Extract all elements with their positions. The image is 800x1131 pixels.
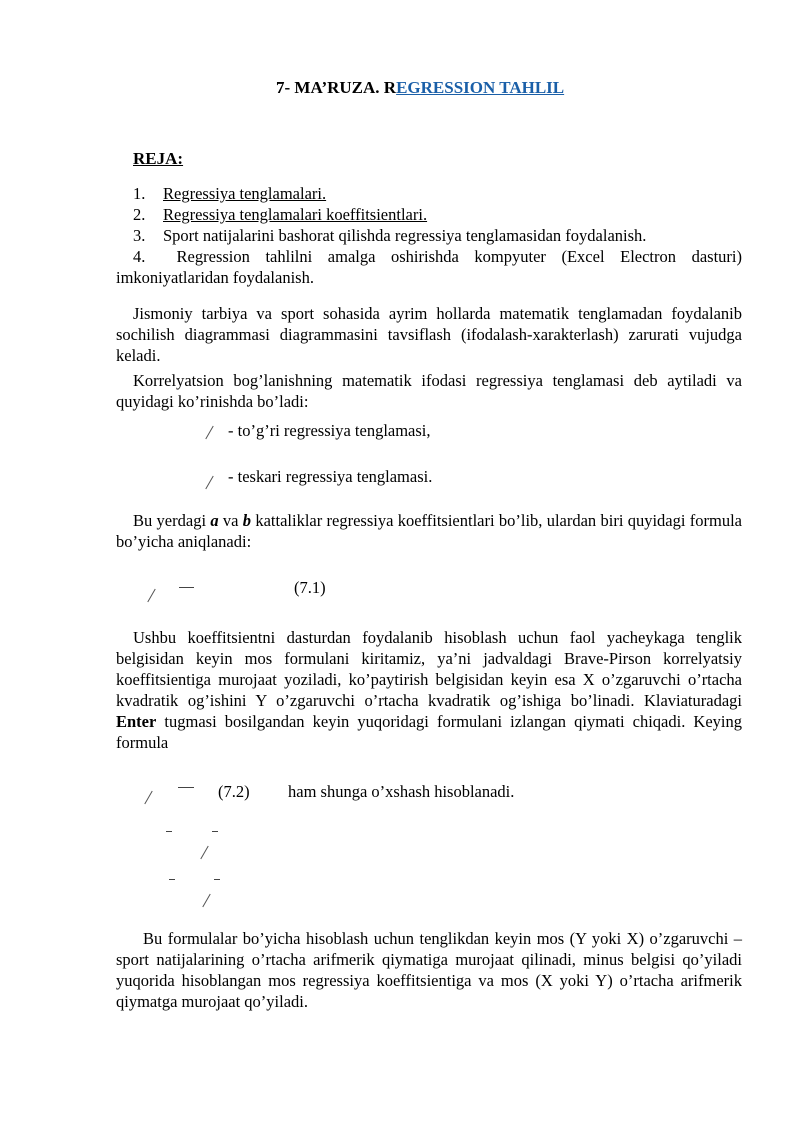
plan-heading: REJA: [133,149,184,168]
mean-bar-mark [212,831,218,832]
plan-item-number: 4. [133,247,146,266]
mean-bar-mark [214,879,220,880]
formula-placeholder-icon [147,589,155,602]
plan-item-link-1[interactable]: Regressiya tenglamalari. [163,184,327,203]
equation-direct-label: - to’g’ri regressiya tenglamasi, [228,421,431,440]
text-run: kattaliklar regressiya koeffitsientlari bo’lib, ulardan biri quyidagi formula bo’yicha aniqlanadi: [116,511,742,551]
formula-placeholder-icon [205,426,213,439]
paragraph-correlation: Korrelyatsion bog’lanishning matematik ifodasi regressiya tenglamasi deb aytiladi va quyidagi ko’rinishda bo’ladi: [116,371,742,411]
fraction-bar [179,587,194,588]
plan-item-number: 2. [133,205,146,224]
fraction-bar [178,787,194,788]
paragraph-excel-instructions [116,627,742,753]
formula-placeholder-icon [144,791,152,804]
text-run: tugmasi bosilgandan keyin yuqoridagi formulani izlangan qiymati chiqadi. Keying formula [116,712,742,752]
formula-placeholder-icon [202,894,210,907]
coefficient-a: a [210,511,219,530]
plan-item-text-3: Sport natijalarini bashorat qilishda regressiya tenglamasidan foydalanish. [163,226,647,245]
paragraph-coefficients [116,510,742,552]
plan-item-2 [133,204,427,225]
plan-item-1 [133,183,326,204]
paragraph-intro: Jismoniy tarbiya va sport sohasida ayrim hollarda matematik tenglamadan foydalanib sochilish diagrammasi diagrammasini tavsiflash (ifodalash-xarakterlash) zarurati vujudga keladi. [116,304,742,365]
formula-7-2-label: (7.2) [218,782,250,801]
lecture-title-link[interactable]: EGRESSION TAHLIL [396,78,565,97]
plan-item-number: 1. [133,184,146,203]
equation-inverse-label: - teskari regressiya tenglamasi. [228,467,433,486]
plan-item-number: 3. [133,226,146,245]
paragraph-calculation: Bu formulalar bo’yicha hisoblash uchun tenglikdan keyin mos (Y yoki X) o’zgaruvchi – sport natijalarining o’rtacha arifmerik qiymatiga murojaat qilinadi, minus belgisi qo’yiladi yuqorida hisoblangan mos regressiya koeffitsientiga va mos (X yoki Y) o’rtacha arifmerik qiymatga murojaat qo’yiladi. [116,929,742,1011]
text-run: Ushbu koeffitsientni dasturdan foydalanib hisoblash uchun faol yacheykaga tenglik belgisidan keyin mos formulani kiritamiz, ya’ni jadvaldagi Brave-Pirson korrelyatsiy koeffitsientiga murojaat yoziladi, ko’paytirish belgisidan keyin esa X o’zgaruvchi o’rtacha kvadratik og’ishini Y o’zgaruvchi o’rtacha kvadratik og’ishiga bo’linadi. Klaviaturadagi [116,628,742,710]
enter-key-label: Enter [116,712,157,731]
plan-item-4 [116,246,742,288]
formula-placeholder-icon [200,846,208,859]
plan-item-link-2[interactable]: Regressiya tenglamalari koeffitsientlari. [163,205,428,224]
coefficient-b: b [242,511,252,530]
text-run: va [218,511,243,530]
mean-bar-mark [166,831,172,832]
mean-bar-mark [169,879,175,880]
formula-7-2-text: ham shunga o’xshash hisoblanadi. [288,782,515,801]
lecture-title [276,78,564,98]
plan-item-3 [133,225,646,246]
formula-placeholder-icon [205,476,213,489]
lecture-title-prefix: 7- MA’RUZA. R [276,78,397,97]
formula-7-1-label: (7.1) [294,578,326,597]
plan-item-text-4: Regression tahlilni amalga oshirishda kompyuter (Excel Electron dasturi) imkoniyatlaridan foydalanish. [116,247,742,287]
text-run: Bu yerdagi [133,511,211,530]
